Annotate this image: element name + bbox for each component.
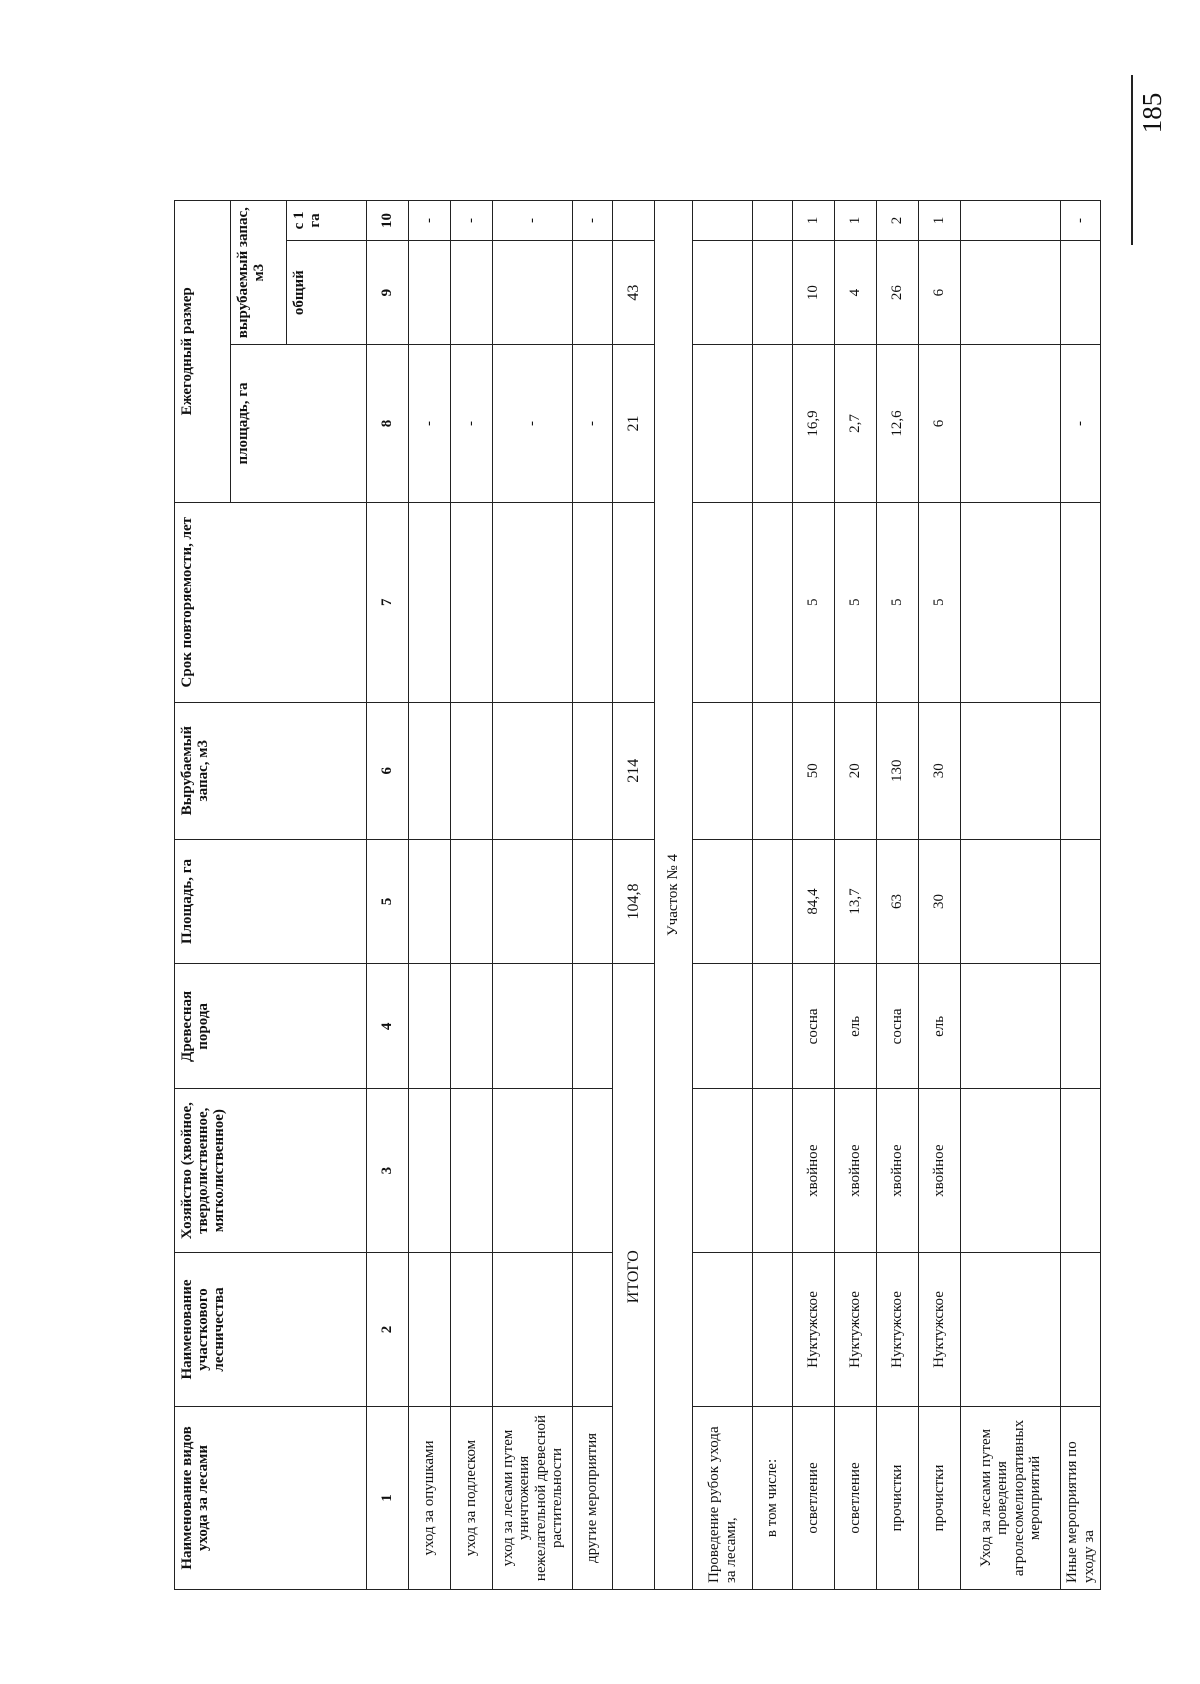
table-row: [961, 201, 1061, 1590]
care-type: уход за опушками: [409, 1406, 451, 1589]
annual-total: 10: [793, 240, 835, 344]
forestry: Нуктужское: [793, 1253, 835, 1407]
species: ель: [919, 964, 961, 1089]
care-type: Уход за лесами путем проведения агролесомелиоративных мероприятий: [961, 1406, 1061, 1589]
annual-area: -: [409, 345, 451, 502]
header-c3: Хозяйство (хвойное, твердолиственное, мягколиственное): [175, 1089, 367, 1253]
annual-area: -: [493, 345, 573, 502]
table-row: [493, 201, 573, 1590]
col-num: 1: [367, 1406, 409, 1589]
area: 30: [919, 839, 961, 964]
species: ель: [835, 964, 877, 1089]
annual-total: 6: [919, 240, 961, 344]
col-num: 5: [367, 839, 409, 964]
header-stock: вырубаемый запас, м3: [231, 201, 287, 345]
annual-area: 2,7: [835, 345, 877, 502]
area: 84,4: [793, 839, 835, 964]
total-row: [613, 201, 655, 1590]
header-c5: Площадь, га: [175, 839, 367, 964]
stock: 30: [919, 702, 961, 839]
total-annual-area: 21: [613, 345, 655, 502]
page-number: 185: [1137, 92, 1167, 134]
period: 5: [835, 502, 877, 702]
header-c7: Срок повторяемости, лет: [175, 502, 367, 702]
margin-line: [1131, 75, 1133, 245]
stock: 50: [793, 702, 835, 839]
annual-total: 4: [835, 240, 877, 344]
header-area: площадь, га: [231, 345, 367, 502]
forest-care-table: [174, 200, 1101, 1590]
table-row: [409, 201, 451, 1590]
header-row-1: [175, 201, 231, 1590]
per-ha: -: [493, 201, 573, 241]
including-label: в том числе:: [753, 1406, 793, 1589]
annual-area: -: [573, 345, 613, 502]
species: сосна: [877, 964, 919, 1089]
col-num: 6: [367, 702, 409, 839]
section-title: Участок № 4: [655, 201, 693, 1590]
per-ha: 1: [793, 201, 835, 241]
farm: хвойное: [877, 1089, 919, 1253]
total-label: ИТОГО: [613, 964, 655, 1590]
per-ha: 1: [919, 201, 961, 241]
annual-area: 16,9: [793, 345, 835, 502]
header-total: общий: [287, 240, 367, 344]
care-type: уход за подлеском: [451, 1406, 493, 1589]
column-numbers-row: [367, 201, 409, 1590]
col-num: 9: [367, 240, 409, 344]
annual-area: -: [451, 345, 493, 502]
table-row: [877, 201, 919, 1590]
stock: 20: [835, 702, 877, 839]
area: 13,7: [835, 839, 877, 964]
table-row: [693, 201, 753, 1590]
table-row: [451, 201, 493, 1590]
species: сосна: [793, 964, 835, 1089]
period: 5: [919, 502, 961, 702]
col-num: 2: [367, 1253, 409, 1407]
forestry: Нуктужское: [835, 1253, 877, 1407]
col-num: 7: [367, 502, 409, 702]
care-type: Иные мероприятия по уходу за: [1061, 1406, 1101, 1589]
header-c4: Древесная порода: [175, 964, 367, 1089]
header-annual: Ежегодный размер: [175, 201, 231, 503]
farm: хвойное: [835, 1089, 877, 1253]
annual-area: 6: [919, 345, 961, 502]
col-num: 3: [367, 1089, 409, 1253]
annual-total: 26: [877, 240, 919, 344]
care-type: другие мероприятия: [573, 1406, 613, 1589]
per-ha: -: [409, 201, 451, 241]
per-ha: 1: [835, 201, 877, 241]
table-row: [919, 201, 961, 1590]
per-ha: 2: [877, 201, 919, 241]
area: 63: [877, 839, 919, 964]
care-type: прочистки: [877, 1406, 919, 1589]
table-row: [793, 201, 835, 1590]
period: 5: [877, 502, 919, 702]
total-annual-stock: 43: [613, 240, 655, 344]
total-area: 104,8: [613, 839, 655, 964]
per-ha: -: [451, 201, 493, 241]
col-num: 10: [367, 201, 409, 241]
table-row: [573, 201, 613, 1590]
annual-area: -: [1061, 345, 1101, 502]
farm: хвойное: [793, 1089, 835, 1253]
stock: 130: [877, 702, 919, 839]
care-type: Проведение рубок ухода за лесами,: [693, 1406, 753, 1589]
header-per-ha: с 1 га: [287, 201, 367, 241]
annual-area: 12,6: [877, 345, 919, 502]
table-row: [835, 201, 877, 1590]
care-type: осветление: [793, 1406, 835, 1589]
per-ha: -: [573, 201, 613, 241]
rotated-table-container: [174, 200, 1097, 1590]
period: 5: [793, 502, 835, 702]
col-num: 4: [367, 964, 409, 1089]
table-row: [753, 201, 793, 1590]
care-type: прочистки: [919, 1406, 961, 1589]
forestry: Нуктужское: [919, 1253, 961, 1407]
per-ha: -: [1061, 201, 1101, 241]
total-stock: 214: [613, 702, 655, 839]
table-row: [1061, 201, 1101, 1590]
section-row: [655, 201, 693, 1590]
header-c6: Вырубаемый запас, м3: [175, 702, 367, 839]
farm: хвойное: [919, 1089, 961, 1253]
header-c2: Наименование участкового лесничества: [175, 1253, 367, 1407]
header-c1: Наименование видов ухода за лесами: [175, 1406, 367, 1589]
col-num: 8: [367, 345, 409, 502]
forestry: Нуктужское: [877, 1253, 919, 1407]
care-type: осветление: [835, 1406, 877, 1589]
care-type: уход за лесами путем уничтожения нежелательной древесной растительности: [493, 1406, 573, 1589]
